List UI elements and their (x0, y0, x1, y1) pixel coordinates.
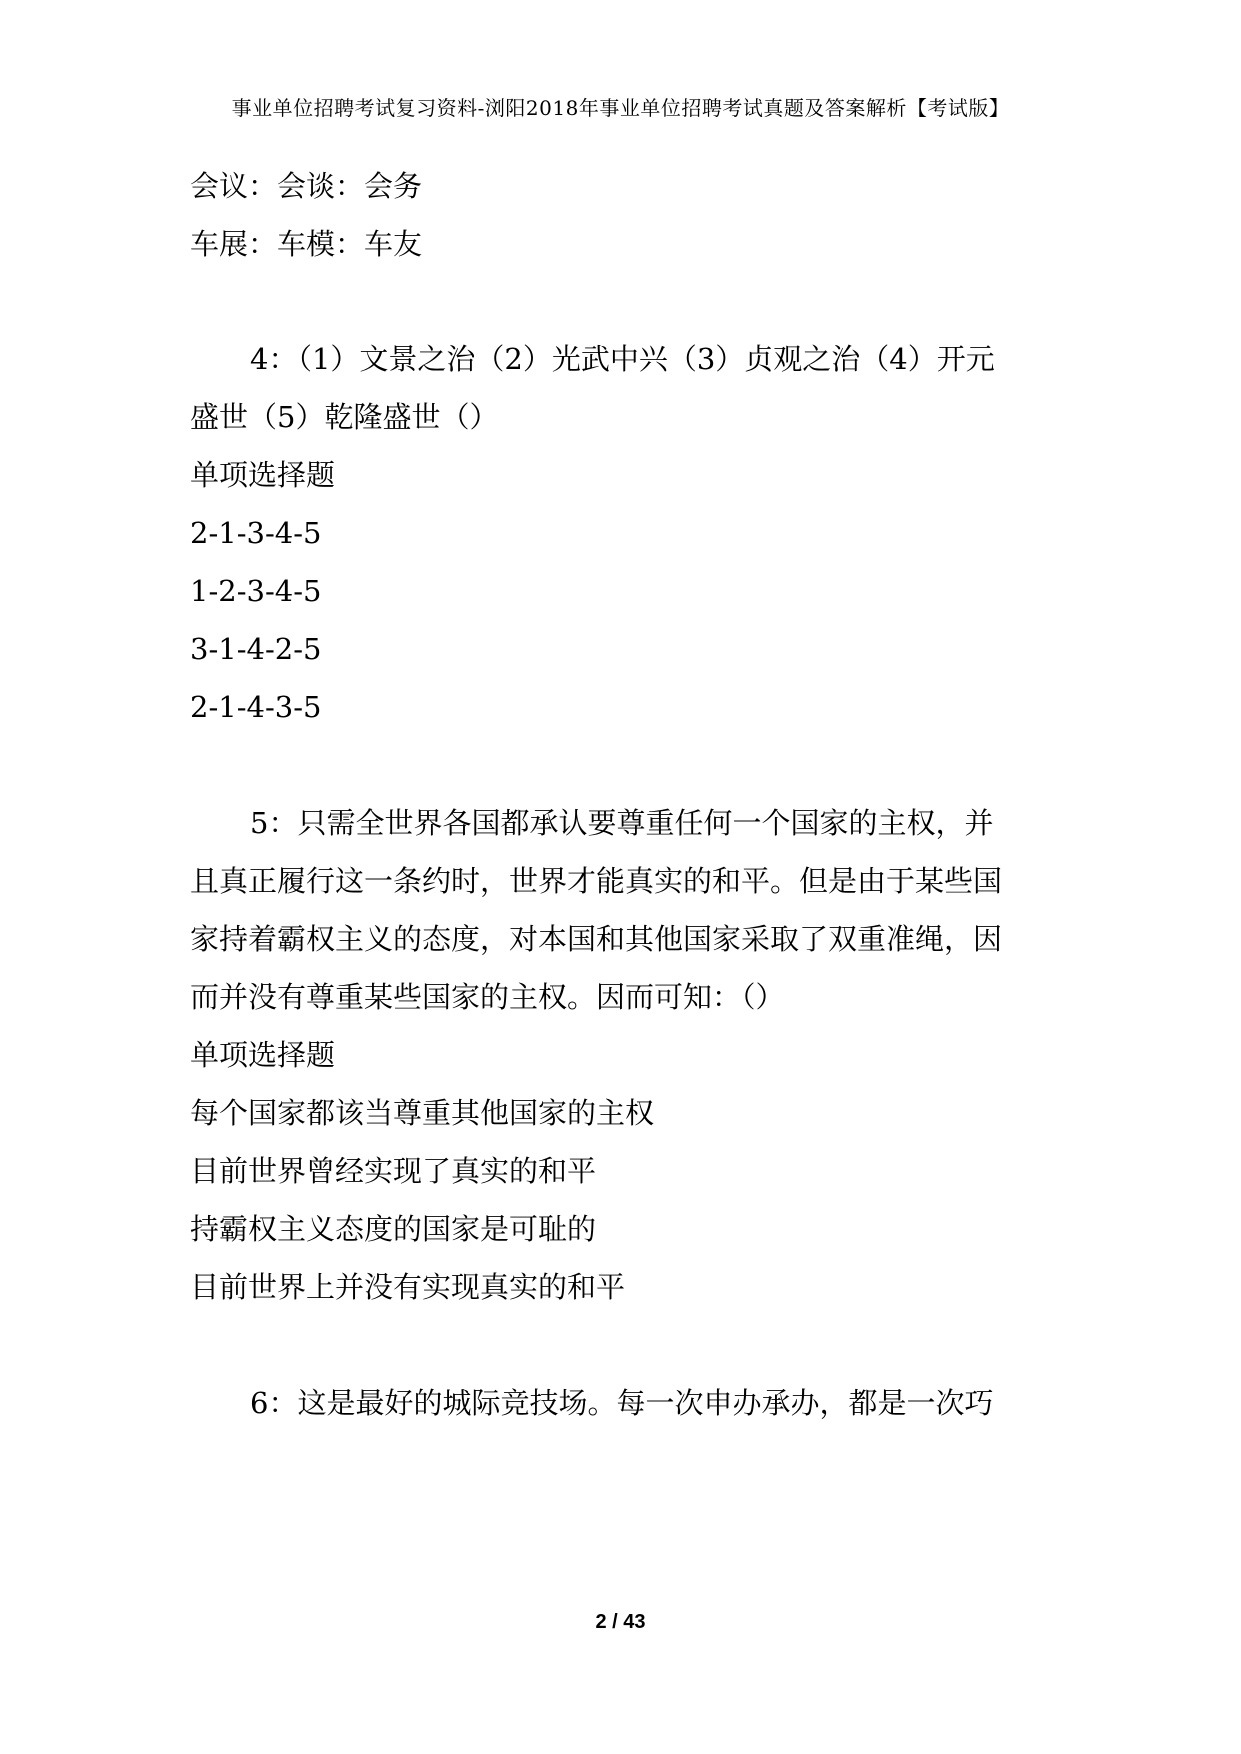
answer-option: 2-1-4-3-5 (190, 690, 322, 724)
question-stem-line: 而并没有尊重某些国家的主权。因而可知：（） (190, 980, 785, 1014)
question-stem-line: 盛世（5）乾隆盛世（） (190, 400, 499, 434)
question-stem-line: 6：这是最好的城际竞技场。每一次申办承办，都是一次巧 (250, 1386, 994, 1420)
question-stem-line: 家持着霸权主义的态度，对本国和其他国家采取了双重准绳，因 (190, 922, 1003, 956)
answer-option: 1-2-3-4-5 (190, 574, 322, 608)
answer-option: 持霸权主义态度的国家是可耻的 (190, 1212, 597, 1246)
page-header: 事业单位招聘考试复习资料-浏阳2018年事业单位招聘考试真题及答案解析【考试版】 (231, 96, 1010, 120)
answer-option: 每个国家都该当尊重其他国家的主权 (190, 1096, 655, 1130)
answer-option: 3-1-4-2-5 (190, 632, 322, 666)
answer-option-line: 车展：车模：车友 (190, 227, 423, 261)
question-stem-line: 5：只需全世界各国都承认要尊重任何一个国家的主权，并 (250, 806, 994, 840)
question-type-label: 单项选择题 (190, 1038, 336, 1072)
question-type-label: 单项选择题 (190, 458, 336, 492)
answer-option: 2-1-3-4-5 (190, 516, 322, 550)
answer-option: 目前世界上并没有实现真实的和平 (190, 1270, 626, 1304)
question-stem-line: 且真正履行这一条约时，世界才能真实的和平。但是由于某些国 (190, 864, 1003, 898)
page-number: 2 / 43 (595, 1611, 646, 1633)
answer-option: 目前世界曾经实现了真实的和平 (190, 1154, 597, 1188)
question-stem-line: 4：（1）文景之治（2）光武中兴（3）贞观之治（4）开元 (250, 342, 995, 376)
answer-option-line: 会议：会谈：会务 (190, 169, 423, 203)
